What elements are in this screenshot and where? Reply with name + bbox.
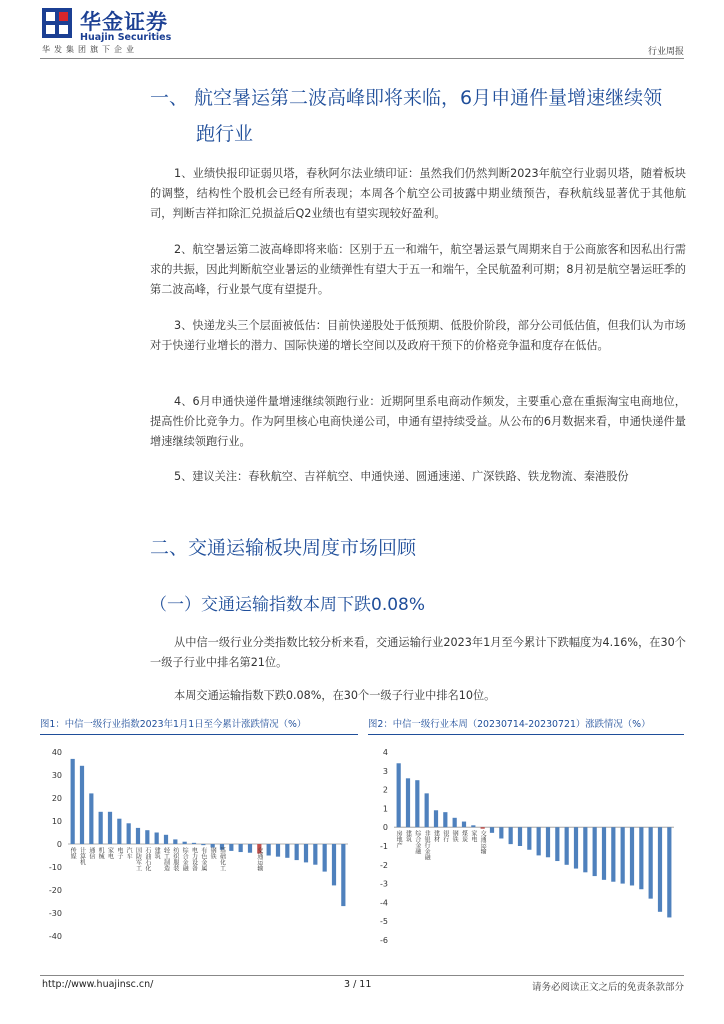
bar-消费者服务 xyxy=(602,827,606,880)
point-1-text: 1、业绩快报印证弱贝塔，春秋阿尔法业绩印证：虽然我们仍然判断2023年航空行业弱贝塔，随着板块的调整，结构性个股机会已经有所表现；本周各个航空公司披露中期业绩预告，春秋航线显著优于其他航司，判断吉祥扣除汇兑损益后Q2业绩也有望实现较好盈利。 xyxy=(150,167,686,220)
bar-综合金融 xyxy=(183,842,187,844)
footer-divider xyxy=(40,975,684,976)
y-tick-label: -6 xyxy=(380,936,388,945)
bar-计算机 xyxy=(80,766,84,844)
figure1-bar-chart xyxy=(40,738,358,970)
category-label: 轻工制造 xyxy=(162,847,170,871)
y-tick-label: -10 xyxy=(48,863,62,872)
bar-煤炭 xyxy=(462,822,466,828)
point-5 xyxy=(150,467,686,487)
page-header xyxy=(0,0,724,62)
bar-综合 xyxy=(248,844,252,853)
bar-电力设备 xyxy=(630,827,634,885)
y-tick-label: -30 xyxy=(48,909,62,918)
bar-食品饮料 xyxy=(304,844,308,862)
figure2-rule xyxy=(368,734,684,735)
section2-para2-text: 本周交通运输指数下跌0.08%，在30个一级子行业中排名10位。 xyxy=(174,689,496,702)
category-label: 电子 xyxy=(115,847,123,859)
section2-para2 xyxy=(150,686,686,706)
section2-title: 二、交通运输板块周度市场回顾 xyxy=(150,537,417,559)
y-tick-label: -5 xyxy=(380,917,388,927)
bar-通信 xyxy=(667,827,671,917)
bar-传媒 xyxy=(658,827,662,912)
point-5-text: 5、建议关注：春秋航空、吉祥航空、申通快递、圆通速递、广深铁路、铁龙物流、秦港股份 xyxy=(174,470,629,483)
bar-传媒 xyxy=(71,759,75,844)
bar-建筑 xyxy=(406,778,410,827)
brand-name-en: Huajin Securities xyxy=(80,32,172,43)
y-tick-label: -1 xyxy=(380,842,388,851)
bar-电力及公用事业 xyxy=(341,844,345,906)
bar-基础化工 xyxy=(527,827,531,850)
section2-subtitle: （一）交通运输指数本周下跌0.08% xyxy=(150,595,426,615)
bar-消费者服务 xyxy=(332,844,336,885)
point-4-text: 4、6月申通快递件量增速继续领跑行业：近期阿里系电商动作频发，主要重心意在重振淘宝电商地位，提高性价比竞争力。作为阿里核心电商快递公司，申通有望持续受益。从公布的6月数据来看，申通快递件量增速继续领跑行业。 xyxy=(150,395,686,448)
category-label: 建筑 xyxy=(404,830,412,843)
bar-房地产 xyxy=(397,763,401,827)
bar-电子 xyxy=(117,819,121,844)
bar-非银行金融 xyxy=(425,793,429,827)
bar-汽车 xyxy=(127,823,131,844)
bar-家电 xyxy=(108,812,112,844)
category-label: 银行 xyxy=(441,830,449,843)
y-tick-label: 4 xyxy=(382,748,388,757)
bar-机械 xyxy=(99,812,103,844)
y-tick-label: 10 xyxy=(51,817,62,826)
category-label: 机械 xyxy=(97,847,105,859)
bar-非银行金融 xyxy=(295,844,299,860)
bar-医药 xyxy=(285,844,289,858)
header-divider xyxy=(40,58,684,59)
bar-轻工制造 xyxy=(164,835,168,844)
category-label: 交通运输 xyxy=(255,847,263,871)
point-2-text: 2、航空暑运第二波高峰即将来临：区别于五一和端午，航空暑运景气周期来自于公商旅客和因私出行需求的共振，因此判断航空业暑运的业绩弹性有望大于五一和端午，全民航盈利可期；8月初是航空暑运旺季的第二波高峰，行业景气度有望提升。 xyxy=(150,243,686,296)
category-label: 煤炭 xyxy=(460,830,468,843)
bar-家电 xyxy=(471,825,475,827)
footer-disclaimer: 请务必阅读正文之后的免责条款部分 xyxy=(531,982,684,993)
category-label: 非银行金融 xyxy=(423,830,431,861)
category-label: 建材 xyxy=(432,830,440,843)
category-label: 通信 xyxy=(87,847,95,859)
report-type: 行业周报 xyxy=(647,47,684,57)
bar-有色金属 xyxy=(201,844,205,845)
point-3 xyxy=(150,316,686,356)
point-1 xyxy=(150,164,686,224)
bar-纺织服装 xyxy=(537,827,541,855)
bar-国防军工 xyxy=(136,828,140,844)
bar-石油石化 xyxy=(145,830,149,844)
y-tick-label: -2 xyxy=(380,860,388,870)
bar-电子 xyxy=(649,827,653,898)
y-tick-label: -20 xyxy=(48,886,62,895)
section2-para1 xyxy=(150,633,686,673)
category-label: 家电 xyxy=(469,830,477,843)
category-label: 基础化工 xyxy=(218,847,226,871)
bar-银行 xyxy=(443,812,447,827)
category-label: 国防军工 xyxy=(134,847,142,871)
figure2-title: 图2：中信一级行业本周（20230714-20230721）涨跌情况（%） xyxy=(368,719,651,730)
category-label: 计算机 xyxy=(78,847,86,865)
huajin-logo-icon xyxy=(42,8,72,38)
brand-name-cn: 华金证券 xyxy=(80,10,168,34)
category-label: 钢铁 xyxy=(209,847,217,859)
point-3-text: 3、快递龙头三个层面被低估：目前快递股处于低预期、低股价阶段，部分公司低估值，但我们认为市场对于快递行业增长的潜力、国际快递的增长空间以及政府干预下的价格竞争温和度存在低估。 xyxy=(150,319,686,352)
category-label: 电力设备 xyxy=(190,847,198,871)
y-tick-label: 0 xyxy=(382,823,388,833)
page-number: 3 / 11 xyxy=(344,979,372,990)
bar-交通运输 xyxy=(481,827,485,829)
y-tick-label: 3 xyxy=(382,766,388,776)
bar-机械 xyxy=(574,827,578,868)
brand-slogan: 华发集团旗下企业 xyxy=(42,45,138,54)
bar-银行 xyxy=(313,844,317,865)
section1-title-line1: 一、 航空暑运第二波高峰即将来临，6月申通件量增速继续领 xyxy=(150,87,663,109)
category-label: 建筑 xyxy=(153,847,161,859)
y-tick-label: 40 xyxy=(51,748,62,757)
figure1-rule xyxy=(40,734,358,735)
y-tick-label: 1 xyxy=(382,804,388,814)
section2-para1-text: 从中信一级行业分类指数比较分析来看，交通运输行业2023年1月至今累计下跌幅度为4.16%，在30个一级子行业中排名第21位。 xyxy=(150,636,686,669)
bar-石油石化 xyxy=(490,827,494,833)
category-label: 有色金属 xyxy=(199,847,207,871)
bar-商贸零售 xyxy=(546,827,550,857)
bar-房地产 xyxy=(323,844,327,872)
bar-综合金融 xyxy=(415,780,419,827)
category-label: 交通运输 xyxy=(479,830,487,855)
y-tick-label: 30 xyxy=(51,771,62,780)
bar-食品饮料 xyxy=(583,827,587,872)
point-2 xyxy=(150,240,686,300)
bar-建材 xyxy=(276,844,280,857)
bar-综合 xyxy=(555,827,559,861)
category-label: 汽车 xyxy=(125,847,133,859)
category-label: 家电 xyxy=(106,847,114,859)
category-label: 综合金融 xyxy=(413,830,421,855)
bar-国防军工 xyxy=(565,827,569,865)
bar-煤炭 xyxy=(229,844,233,851)
bar-通信 xyxy=(89,793,93,844)
bar-电力及公用事业 xyxy=(518,827,522,846)
y-tick-label: 2 xyxy=(382,785,388,795)
bar-轻工制造 xyxy=(509,827,513,844)
bar-农林牧渔 xyxy=(593,827,597,876)
y-tick-label: -40 xyxy=(48,932,62,941)
bar-建筑 xyxy=(155,833,159,845)
category-label: 纺织服装 xyxy=(171,847,179,871)
bar-电力设备 xyxy=(192,843,196,844)
category-label: 石油石化 xyxy=(143,847,151,871)
figure1-title: 图1：中信一级行业指数2023年1月1日至今累计涨跌情况（%） xyxy=(40,719,307,730)
y-tick-label: 0 xyxy=(56,840,62,849)
category-label: 传媒 xyxy=(69,847,77,859)
point-4 xyxy=(150,392,686,452)
bar-汽车 xyxy=(621,827,625,883)
y-tick-label: -3 xyxy=(380,879,388,889)
category-label: 钢铁 xyxy=(451,830,459,843)
y-tick-label: -4 xyxy=(380,898,388,908)
bar-纺织服装 xyxy=(173,839,177,844)
figure2-bar-chart xyxy=(368,738,684,970)
section1-title-line2: 跑行业 xyxy=(196,123,254,145)
bar-钢铁 xyxy=(453,818,457,827)
bar-计算机 xyxy=(639,827,643,889)
bar-有色金属 xyxy=(499,827,503,838)
category-label: 房地产 xyxy=(395,830,403,849)
footer-url-link[interactable]: http://www.huajinsc.cn/ xyxy=(42,979,154,990)
bar-建材 xyxy=(434,810,438,827)
bar-医药 xyxy=(611,827,615,882)
bar-商贸零售 xyxy=(267,844,271,856)
y-tick-label: 20 xyxy=(51,794,62,803)
bar-农林牧渔 xyxy=(239,844,243,852)
category-label: 综合金融 xyxy=(181,847,189,871)
